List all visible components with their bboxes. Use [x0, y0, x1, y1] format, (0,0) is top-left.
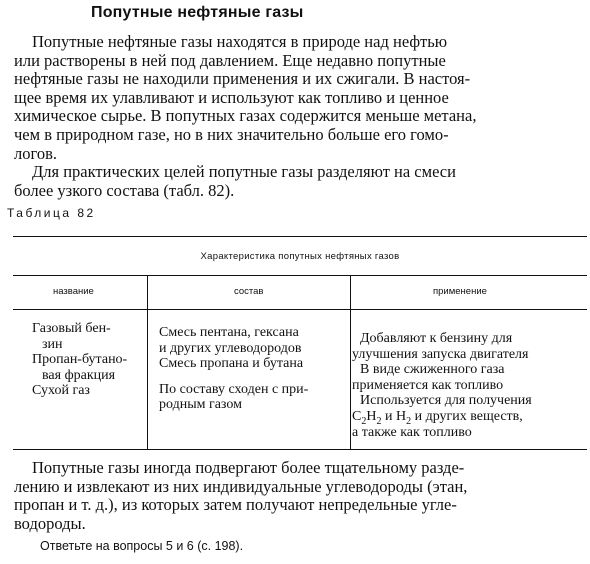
- text-line: щее время их улавливают и используют как топливо и ценное: [14, 87, 449, 107]
- cell-spacer: [159, 372, 308, 382]
- column-header-name: название: [53, 286, 94, 297]
- paragraph-associated-gases: [14, 33, 581, 163]
- paragraph-separation: [14, 163, 581, 200]
- table-header-row: [13, 275, 587, 310]
- gas-characteristics-table: [13, 236, 587, 450]
- formula-line: [352, 409, 578, 425]
- text-line: нефтяные газы не находили применения и их сжигали. В настоя-: [14, 69, 471, 89]
- cell-line: Пропан-бутано-: [32, 352, 128, 368]
- column-header-composition: состав: [234, 286, 264, 297]
- cell-line: Добавляют к бензину для: [360, 331, 513, 346]
- formula-subscript: 2: [361, 415, 367, 427]
- formula-h2: H: [395, 408, 407, 424]
- cell-line: По составу сходен с при-: [159, 381, 309, 397]
- table-label: Таблица 82: [7, 206, 96, 220]
- cell-line: Смесь пентана, гексана: [159, 325, 299, 340]
- paragraph-hydrocarbons: [14, 459, 581, 533]
- formula-c: C: [352, 408, 362, 424]
- cell-line: а также как топливо: [352, 424, 472, 440]
- text-line: более узкого состава (табл. 82).: [14, 180, 235, 200]
- formula-h: H: [366, 408, 377, 424]
- cell-line: Газовый бен-: [32, 321, 111, 336]
- cell-names: [32, 321, 127, 399]
- formula-conjunction: и: [384, 408, 393, 424]
- cell-line: применяется как топливо: [352, 377, 504, 393]
- text-line: или растворены в ней под давлением. Еще недавно попутные: [14, 50, 446, 70]
- text-line: Попутные нефтяные газы находятся в природе над нефтью: [32, 32, 448, 51]
- questions-note: Ответьте на вопросы 5 и 6 (с. 198).: [40, 539, 244, 553]
- cell-line: Сухой газ: [32, 383, 90, 399]
- cell-usage: [352, 331, 578, 440]
- text-line: лению и извлекают из них индивидуальные углеводороды (этан,: [14, 476, 468, 496]
- text-line: Попутные газы иногда подвергают более тщательному разде-: [32, 458, 465, 477]
- cell-line: вая фракция: [42, 367, 116, 383]
- column-divider: [147, 275, 148, 449]
- column-divider: [350, 275, 351, 449]
- formula-tail: и других веществ,: [414, 408, 523, 424]
- formula-subscript: 2: [406, 415, 412, 427]
- table-caption: Характеристика попутных нефтяных газов: [13, 237, 587, 276]
- cell-line: В виде сжиженного газа: [360, 362, 505, 378]
- cell-line: зин: [42, 336, 63, 352]
- section-heading: Попутные нефтяные газы: [91, 4, 304, 21]
- cell-composition: [159, 325, 308, 413]
- text-line: чем в природном газе, но в них значительно больше его гомо-: [14, 124, 449, 144]
- formula-subscript: 2: [376, 415, 382, 427]
- cell-line: родным газом: [159, 397, 242, 413]
- text-line: пропан и т. д.), из которых затем получают непредельные угле-: [14, 495, 457, 515]
- cell-line: Смесь пропана и бутана: [159, 356, 304, 372]
- text-line: Для практических целей попутные газы разделяют на смеси: [32, 162, 456, 181]
- cell-line: улучшения запуска двигателя: [352, 346, 529, 362]
- text-line: химическое сырье. В попутных газах содержится меньше метана,: [14, 106, 477, 126]
- column-header-usage: применение: [433, 286, 487, 297]
- cell-line: Используется для получения: [360, 393, 532, 409]
- cell-line: и других углеводородов: [159, 340, 302, 356]
- text-line: логов.: [14, 143, 58, 163]
- text-line: водороды.: [14, 513, 86, 533]
